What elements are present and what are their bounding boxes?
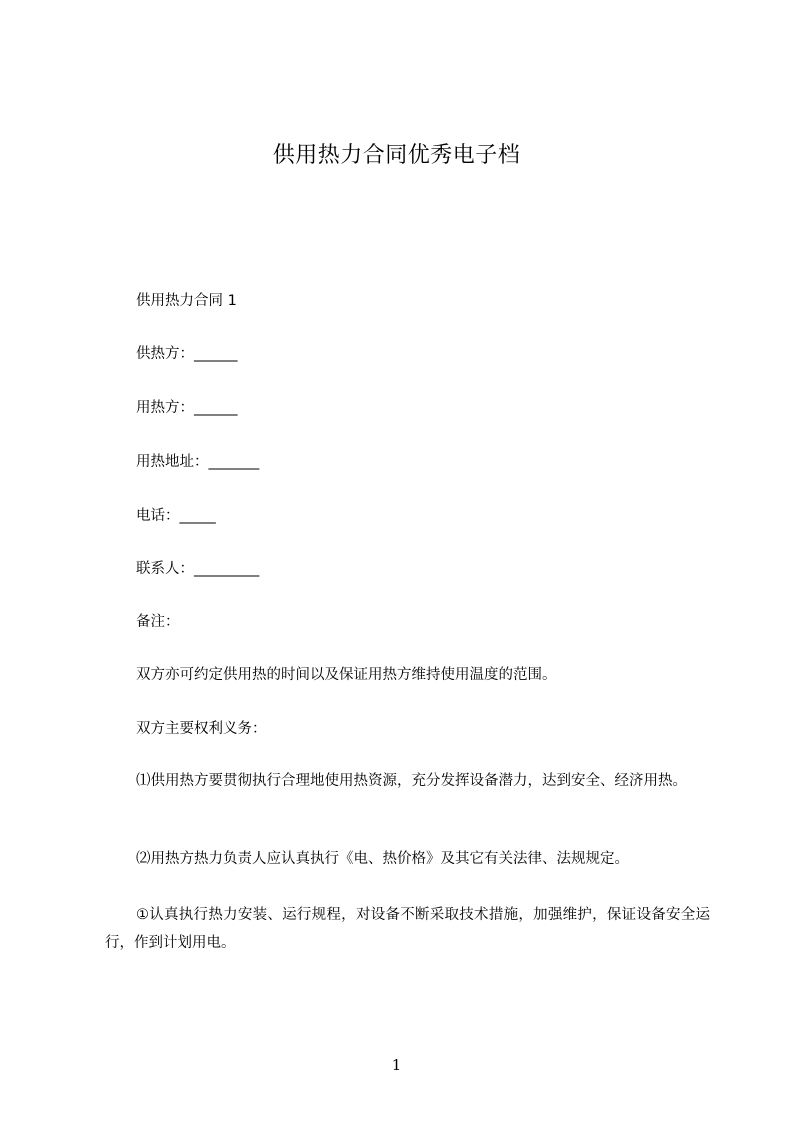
contract-heading: 供用热力合同 1: [136, 293, 237, 309]
heat-supplier-field: 供热方：______: [136, 346, 238, 362]
heat-address-field: 用热地址：_______: [136, 454, 260, 470]
contact-field: 联系人：_________: [136, 561, 260, 577]
paragraph-rights-heading: 双方主要权利义务：: [136, 721, 267, 737]
heat-user-field: 用热方：______: [136, 400, 238, 416]
page-number: 1: [391, 1056, 402, 1074]
document-title: 供用热力合同优秀电子档: [272, 143, 521, 168]
paragraph-clause-2: ⑵用热方热力负责人应认真执行《电、热价格》及其它有关法律、法规规定。: [136, 851, 629, 867]
phone-field: 电话：_____: [136, 508, 216, 524]
remarks-label: 备注：: [136, 614, 180, 630]
paragraph-usage-time: 双方亦可约定供用热的时间以及保证用热方维持使用温度的范围。: [136, 667, 557, 683]
paragraph-clause-1: ⑴供用热方要贯彻执行合理地使用热资源，充分发挥设备潜力，达到安全、经济用热。: [136, 773, 687, 789]
paragraph-sub-clause-1: ①认真执行热力安装、运行规程，对设备不断采取技术措施，加强维护，保证设备安全运行，作到计划用电。: [105, 907, 710, 951]
